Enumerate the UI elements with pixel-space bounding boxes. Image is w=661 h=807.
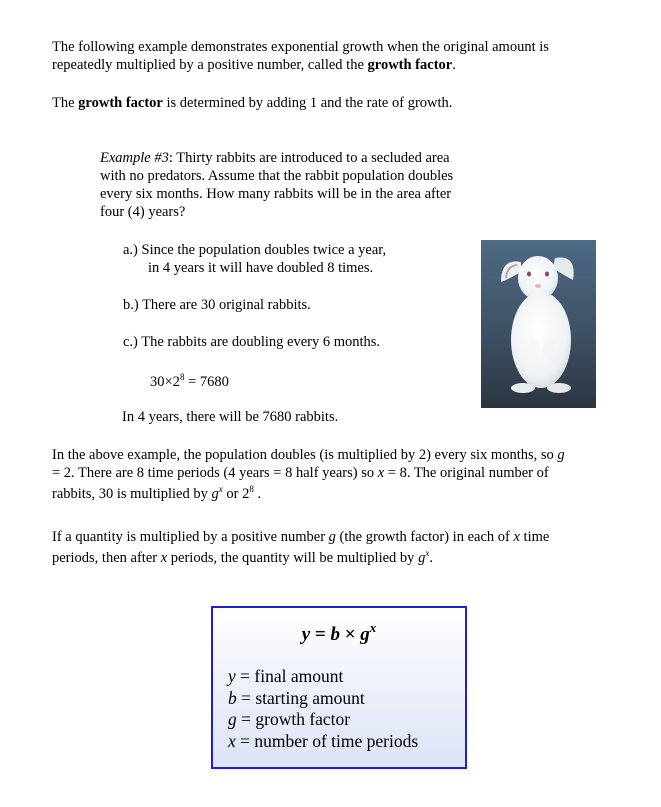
step-b: b.) There are 30 original rabbits. (123, 297, 311, 313)
explanation-end: . (253, 486, 262, 502)
var-x-exponent: x (218, 484, 223, 494)
def-var: g (228, 709, 237, 729)
def-var: x (228, 730, 236, 751)
example-label: Example #3 (100, 150, 169, 166)
example-line-2: with no predators. Assume that the rabbit population doubles (100, 168, 454, 184)
explanation-text-3: = 8. The original number of (384, 465, 549, 481)
calc-exponent: 8 (179, 372, 185, 382)
formula-g: g (360, 624, 370, 645)
var-x: x (160, 550, 168, 566)
explanation-paragraph (52, 446, 622, 504)
explanation-text-1: In the above example, the population doubles (is multiplied by 2) every six months, so (52, 447, 558, 463)
definition-y (228, 666, 418, 688)
general-text-5: periods, the quantity will be multiplied by (167, 550, 419, 566)
general-text-1: If a quantity is multiplied by a positive number (52, 529, 329, 545)
formula-y: y (301, 624, 311, 645)
explanation-line-1 (52, 446, 622, 464)
definition-g (228, 709, 418, 731)
explanation-text-4: rabbits, 30 is multiplied by (52, 486, 212, 502)
calc-base: 30×2 (150, 374, 180, 390)
general-line-2 (52, 549, 622, 568)
general-text-3: time (519, 529, 550, 545)
def-text: = growth factor (236, 709, 351, 729)
example-line-3: every six months. How many rabbits will be in the area after (100, 186, 452, 202)
var-x: x (513, 529, 520, 545)
explanation-line-2 (52, 464, 622, 482)
formula-equation (213, 620, 465, 645)
calc-result: = 7680 (184, 374, 229, 390)
def-var: b (228, 687, 237, 708)
definition-pre: The (52, 95, 79, 111)
step-a-line-1: a.) Since the population doubles twice a year, (123, 242, 387, 258)
intro-text: repeatedly multiplied by a positive number, called the (52, 57, 368, 73)
definition-x (228, 731, 418, 753)
definition-term: growth factor (78, 95, 163, 111)
definition-post: is determined by adding 1 and the rate of growth. (162, 95, 453, 111)
var-x: x (377, 465, 385, 481)
formula-box (211, 606, 467, 769)
exponent-eight: 8 (249, 484, 254, 494)
intro-paragraph (52, 38, 612, 74)
example-paragraph (100, 149, 500, 221)
formula-x: x (369, 620, 377, 635)
var-g: g (557, 447, 565, 463)
general-rule-paragraph (52, 528, 622, 568)
var-g-power: g (418, 550, 426, 566)
formula-definitions (228, 666, 418, 752)
general-line-1 (52, 528, 622, 546)
intro-line-2 (52, 56, 612, 74)
example-line-1 (100, 149, 500, 167)
formula-times: × (339, 624, 361, 645)
general-end: . (429, 550, 433, 566)
general-text-4: periods, then after (52, 550, 161, 566)
growth-factor-term: growth factor (367, 57, 453, 73)
step-a-line-2: in 4 years it will have doubled 8 times. (148, 260, 374, 276)
step-c: c.) The rabbits are doubling every 6 months. (123, 334, 381, 350)
formula-b: b (330, 624, 340, 645)
explanation-line-3 (52, 485, 622, 504)
base-two: 2 (242, 486, 250, 502)
step-a (123, 241, 473, 277)
explanation-text-2: = 2. There are 8 time periods (4 years = 8 half years) so (52, 465, 378, 481)
example-line-4: four (4) years? (100, 204, 186, 220)
def-text: = number of time periods (235, 730, 419, 751)
def-text: = final amount (235, 666, 344, 686)
var-g-power: g (211, 486, 219, 502)
conclusion: In 4 years, there will be 7680 rabbits. (122, 409, 339, 425)
intro-period: . (452, 57, 456, 73)
rabbit-image (481, 240, 596, 408)
definition-b (228, 688, 418, 710)
calculation (150, 373, 229, 392)
general-text-2: (the growth factor) in each of (335, 529, 514, 545)
var-g: g (328, 529, 336, 545)
formula-equals: = (310, 624, 331, 645)
explanation-or: or (222, 486, 243, 502)
example-text: : Thirty rabbits are introduced to a secluded area (168, 150, 450, 166)
def-var: y (228, 666, 236, 686)
definition-paragraph (52, 94, 612, 112)
intro-line-1: The following example demonstrates exponential growth when the original amount is (52, 39, 549, 55)
def-text: = starting amount (236, 687, 365, 708)
var-x-exponent: x (425, 548, 430, 558)
